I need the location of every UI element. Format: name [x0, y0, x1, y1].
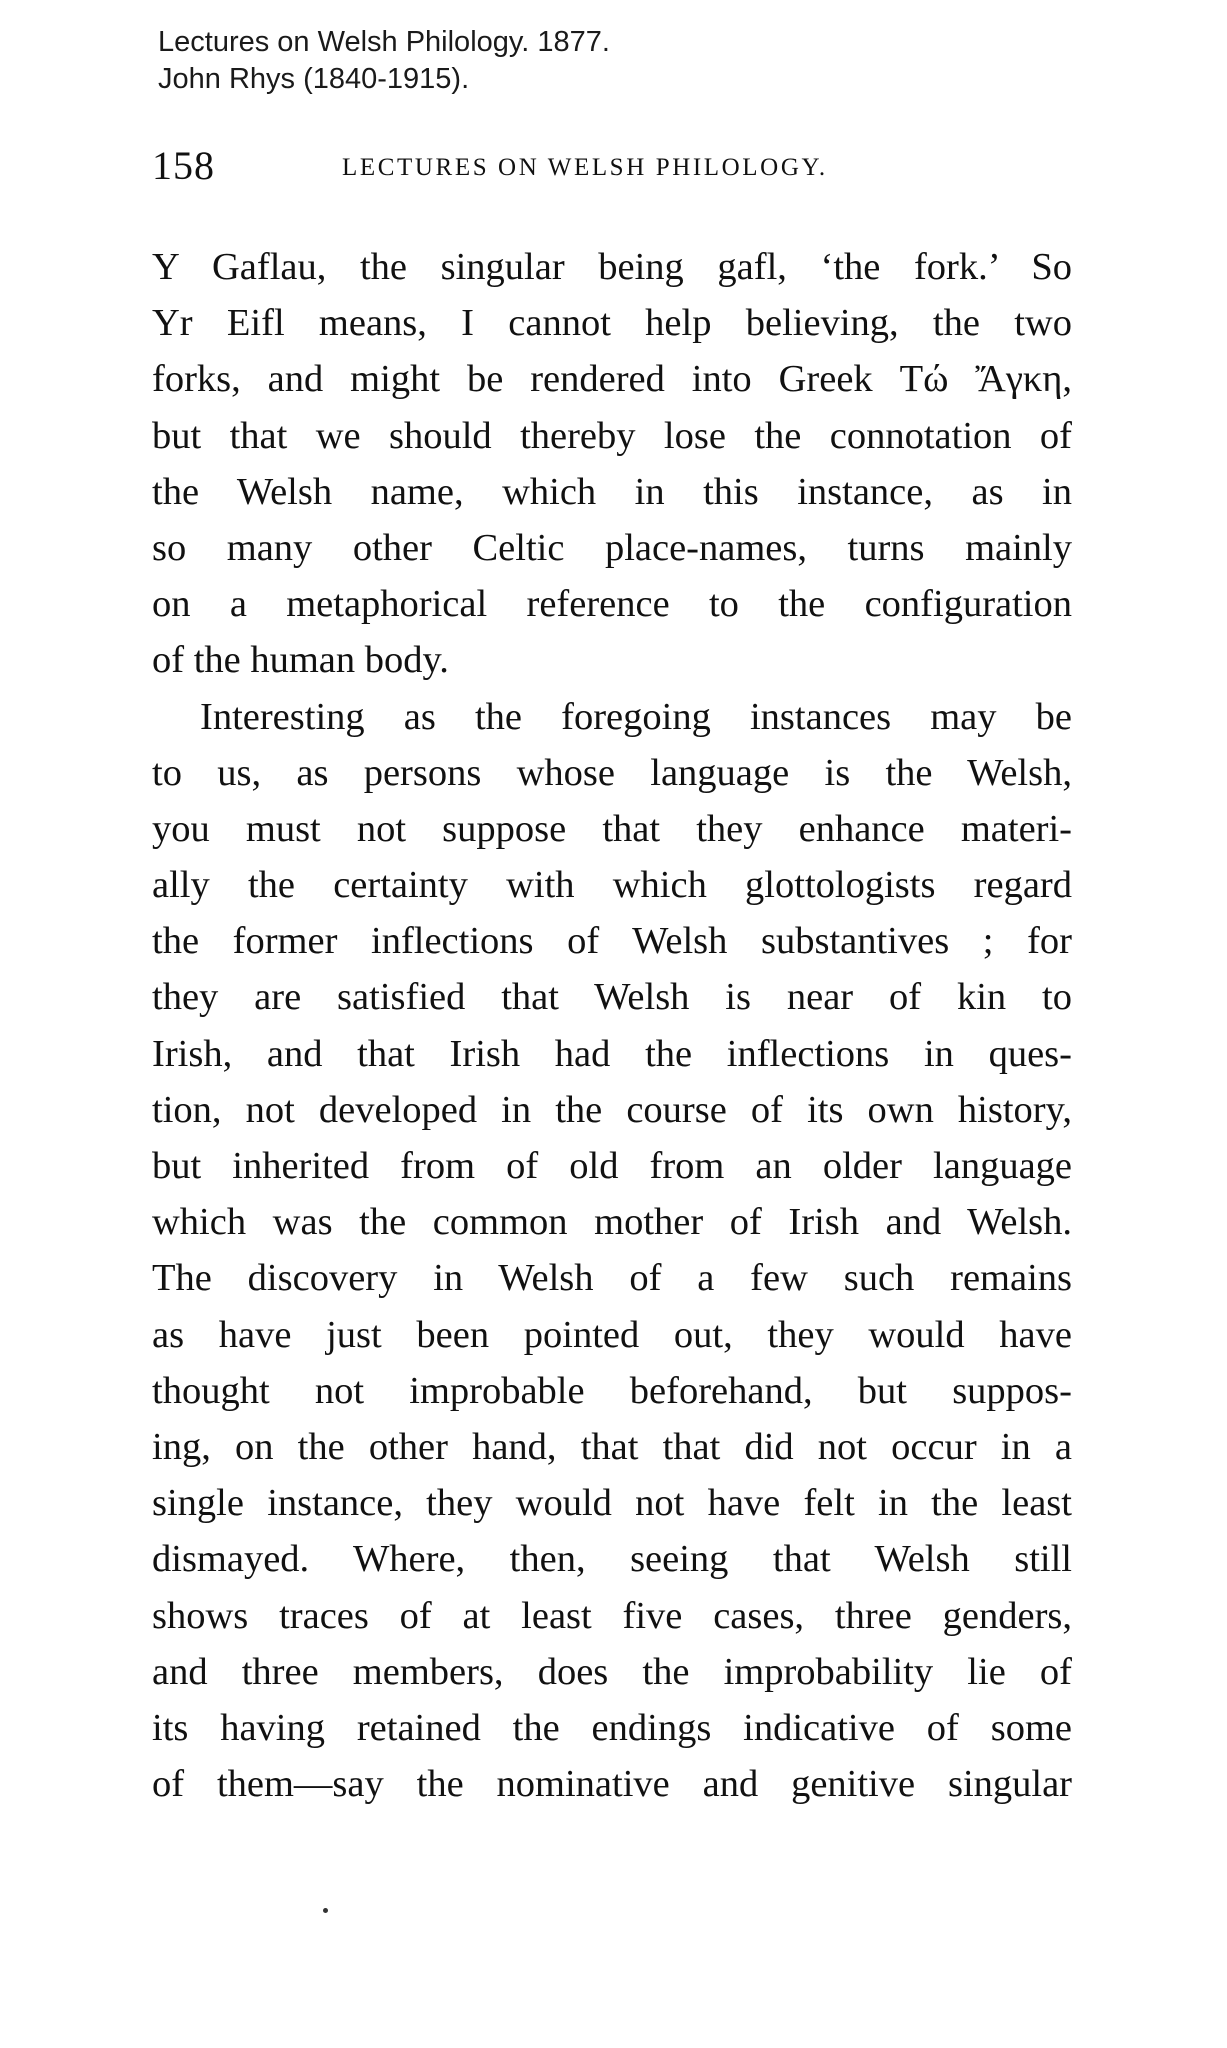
- caption-title: Lectures on Welsh Philology. 1877.: [158, 26, 610, 58]
- text-line: ally the certainty with which glottologists regard: [152, 864, 1072, 907]
- text-line: and three members, does the improbability lie of: [152, 1650, 1072, 1693]
- text-line: Irish, and that Irish had the inflections in ques-: [152, 1032, 1072, 1075]
- text-line: forks, and might be rendered into Greek Τώ Ἄγκη,: [152, 358, 1072, 401]
- caption-author: John Rhys (1840-1915).: [158, 63, 470, 95]
- text-line: thought not improbable beforehand, but suppos-: [152, 1369, 1072, 1412]
- running-header: [152, 142, 1072, 192]
- text-line: but inherited from of old from an older language: [152, 1145, 1072, 1187]
- text-line: which was the common mother of Irish and Welsh.: [152, 1201, 1072, 1244]
- running-title: LECTURES ON WELSH PHILOLOGY.: [342, 154, 828, 181]
- document-caption: [158, 24, 610, 98]
- text-line: as have just been pointed out, they would have: [152, 1313, 1072, 1356]
- text-line: Interesting as the foregoing instances may be: [200, 695, 1072, 738]
- text-line: tion, not developed in the course of its own history,: [152, 1088, 1072, 1131]
- text-line: the Welsh name, which in this instance, as in: [152, 470, 1072, 513]
- body-text: [152, 239, 1072, 1812]
- text-line: The discovery in Welsh of a few such remains: [152, 1257, 1072, 1300]
- text-line: dismayed. Where, then, seeing that Welsh still: [152, 1538, 1072, 1581]
- text-line: on a metaphorical reference to the configuration: [152, 583, 1072, 626]
- text-line: of the human body.: [152, 639, 449, 682]
- text-line: Yr Eifl means, I cannot help believing, the two: [152, 302, 1072, 345]
- page-number: 158: [152, 143, 215, 188]
- text-line: they are satisfied that Welsh is near of kin to: [152, 976, 1072, 1019]
- text-line: Y Gaflau, the singular being gafl, ‘the fork.’ So: [152, 246, 1072, 288]
- text-line: but that we should thereby lose the connotation of: [152, 414, 1072, 457]
- text-line: to us, as persons whose language is the Welsh,: [152, 751, 1072, 794]
- text-line: its having retained the endings indicative of some: [152, 1706, 1072, 1749]
- text-line: you must not suppose that they enhance materi-: [152, 807, 1072, 850]
- text-line: the former inflections of Welsh substantives ; for: [152, 920, 1072, 963]
- text-line: single instance, they would not have felt in the least: [152, 1482, 1072, 1525]
- text-line: of them—say the nominative and genitive singular: [152, 1763, 1072, 1806]
- text-line: so many other Celtic place-names, turns mainly: [152, 526, 1072, 569]
- text-line: ing, on the other hand, that that did not occur in a: [152, 1425, 1072, 1468]
- scan-speck: [323, 1908, 328, 1913]
- text-line: shows traces of at least five cases, three genders,: [152, 1594, 1072, 1637]
